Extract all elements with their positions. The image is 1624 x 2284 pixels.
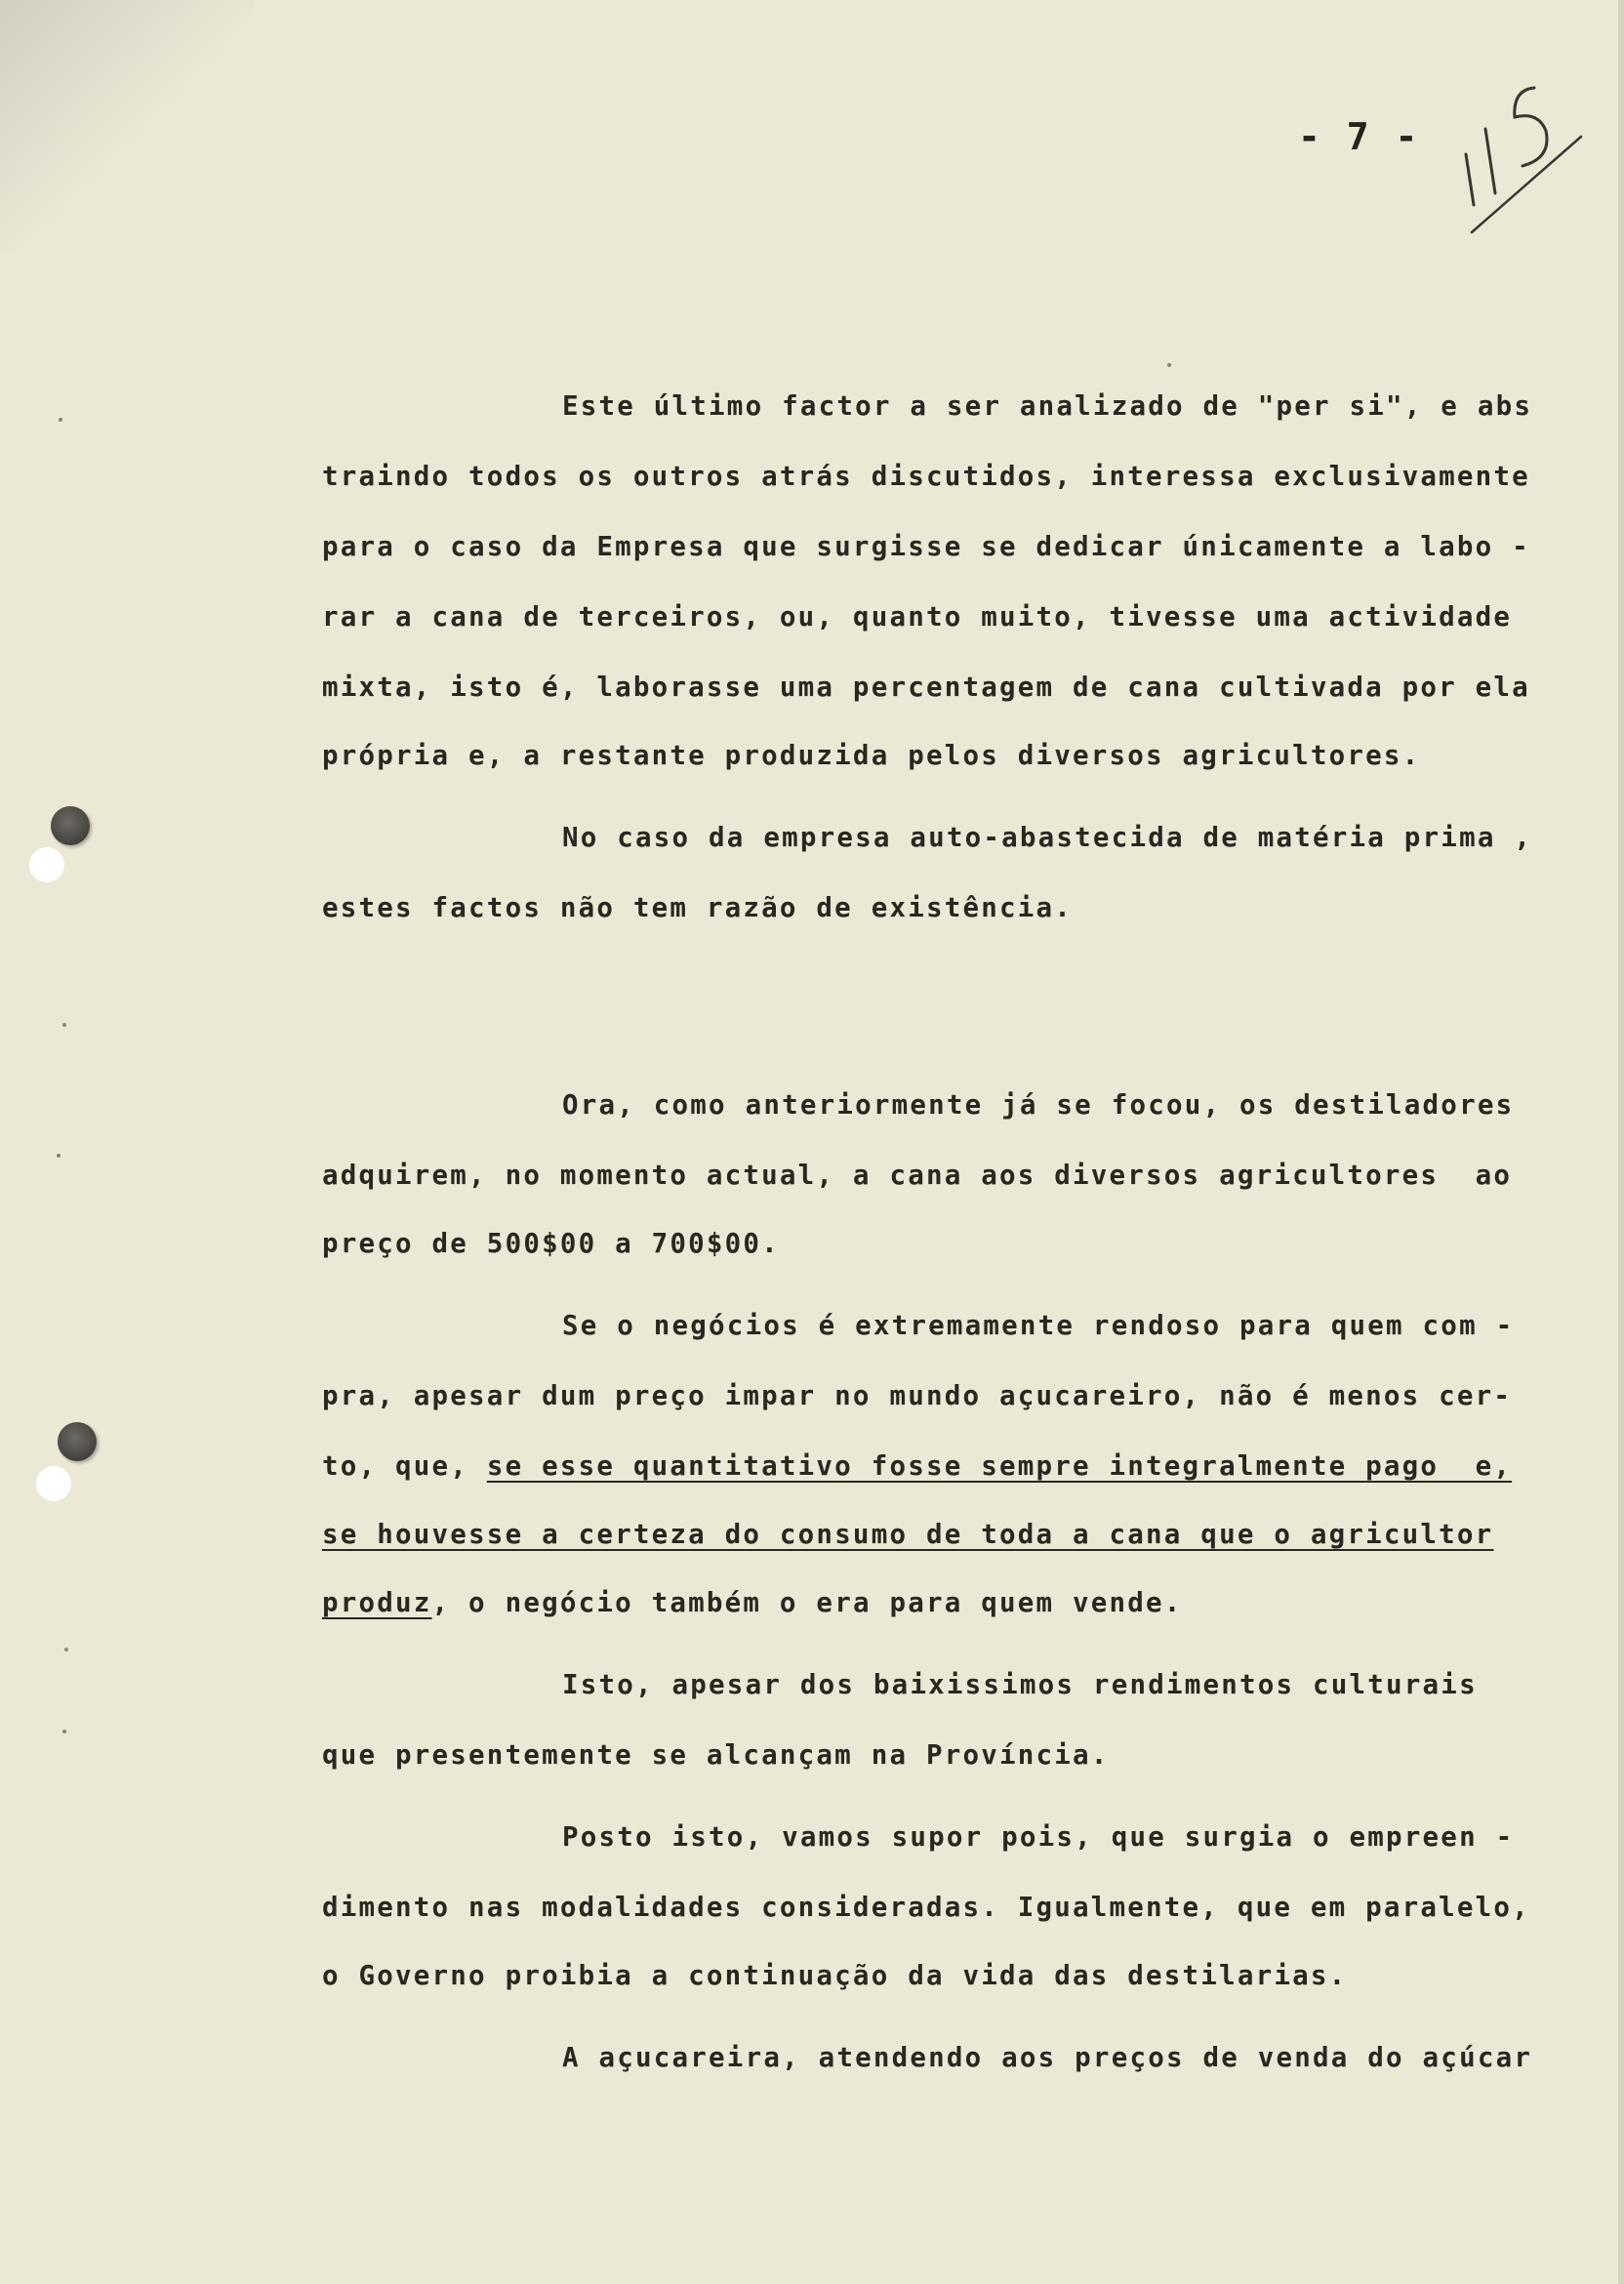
paper-speck <box>62 1730 66 1733</box>
page-number: - 7 - <box>1298 115 1420 158</box>
text-line: traindo todos os outros atrás discutidos, interessa exclusivamente <box>322 461 1530 492</box>
text-line-partially-underlined <box>322 1585 1183 1620</box>
text-line: o Governo proibia a continuação da vida das destilarias. <box>322 1960 1348 1991</box>
underlined-fragment: se esse quantitativo fosse sempre integralmente pago e, <box>486 1450 1513 1482</box>
text-line: rar a cana de terceiros, ou, quanto muito, tivesse uma actividade <box>322 601 1513 632</box>
text-line: Este último factor a ser analizado de "per si", e abs <box>562 390 1533 422</box>
page-corner-shadow <box>0 0 254 254</box>
punch-hole-top <box>51 806 90 845</box>
text-fragment: to, que, <box>322 1450 487 1482</box>
text-line: mixta, isto é, laborasse uma percentagem de cana cultivada por ela <box>322 672 1530 703</box>
text-line: própria e, a restante produzida pelos diversos agricultores. <box>322 740 1421 771</box>
text-line: Isto, apesar dos baixissimos rendimentos culturais <box>562 1669 1478 1700</box>
text-line: adquirem, no momento actual, a cana aos diversos agricultores ao <box>322 1160 1513 1191</box>
punch-hole-bottom <box>58 1422 97 1461</box>
punch-hole-top-reinforcement <box>29 847 64 882</box>
paper-speck <box>59 418 62 422</box>
underlined-fragment: produz <box>322 1587 432 1618</box>
text-line: A açucareira, atendendo aos preços de venda do açúcar <box>562 2042 1533 2073</box>
text-line: dimento nas modalidades consideradas. Igualmente, que em paralelo, <box>322 1892 1530 1923</box>
text-line-partially-underlined <box>322 1448 1512 1484</box>
paper-speck <box>64 1648 68 1652</box>
text-line: para o caso da Empresa que surgisse se dedicar únicamente a labo - <box>322 531 1530 562</box>
text-line: pra, apesar dum preço impar no mundo açucareiro, não é menos cer- <box>322 1380 1513 1411</box>
text-line: preço de 500$00 a 700$00. <box>322 1228 780 1259</box>
page-edge <box>1618 0 1624 2284</box>
punch-hole-bottom-reinforcement <box>36 1466 71 1501</box>
text-line: Se o negócios é extremamente rendoso para quem com - <box>562 1310 1515 1341</box>
text-line: No caso da empresa auto-abastecida de matéria prima , <box>562 822 1533 853</box>
text-line: que presentemente se alcançam na Província. <box>322 1739 1110 1771</box>
paper-speck <box>62 1023 66 1027</box>
paper-speck <box>57 1154 61 1158</box>
text-line: estes factos não tem razão de existência. <box>322 892 1074 923</box>
text-fragment: , o negócio também o era para quem vende. <box>431 1587 1183 1618</box>
paper-speck <box>1167 363 1171 367</box>
text-line: Posto isto, vamos supor pois, que surgia o empreen - <box>562 1821 1515 1853</box>
text-line: Ora, como anteriormente já se focou, os destiladores <box>562 1089 1515 1121</box>
folio-number-handwritten <box>1444 68 1591 244</box>
text-line-underlined: se houvesse a certeza do consumo de toda a cana que o agricultor <box>322 1519 1494 1550</box>
